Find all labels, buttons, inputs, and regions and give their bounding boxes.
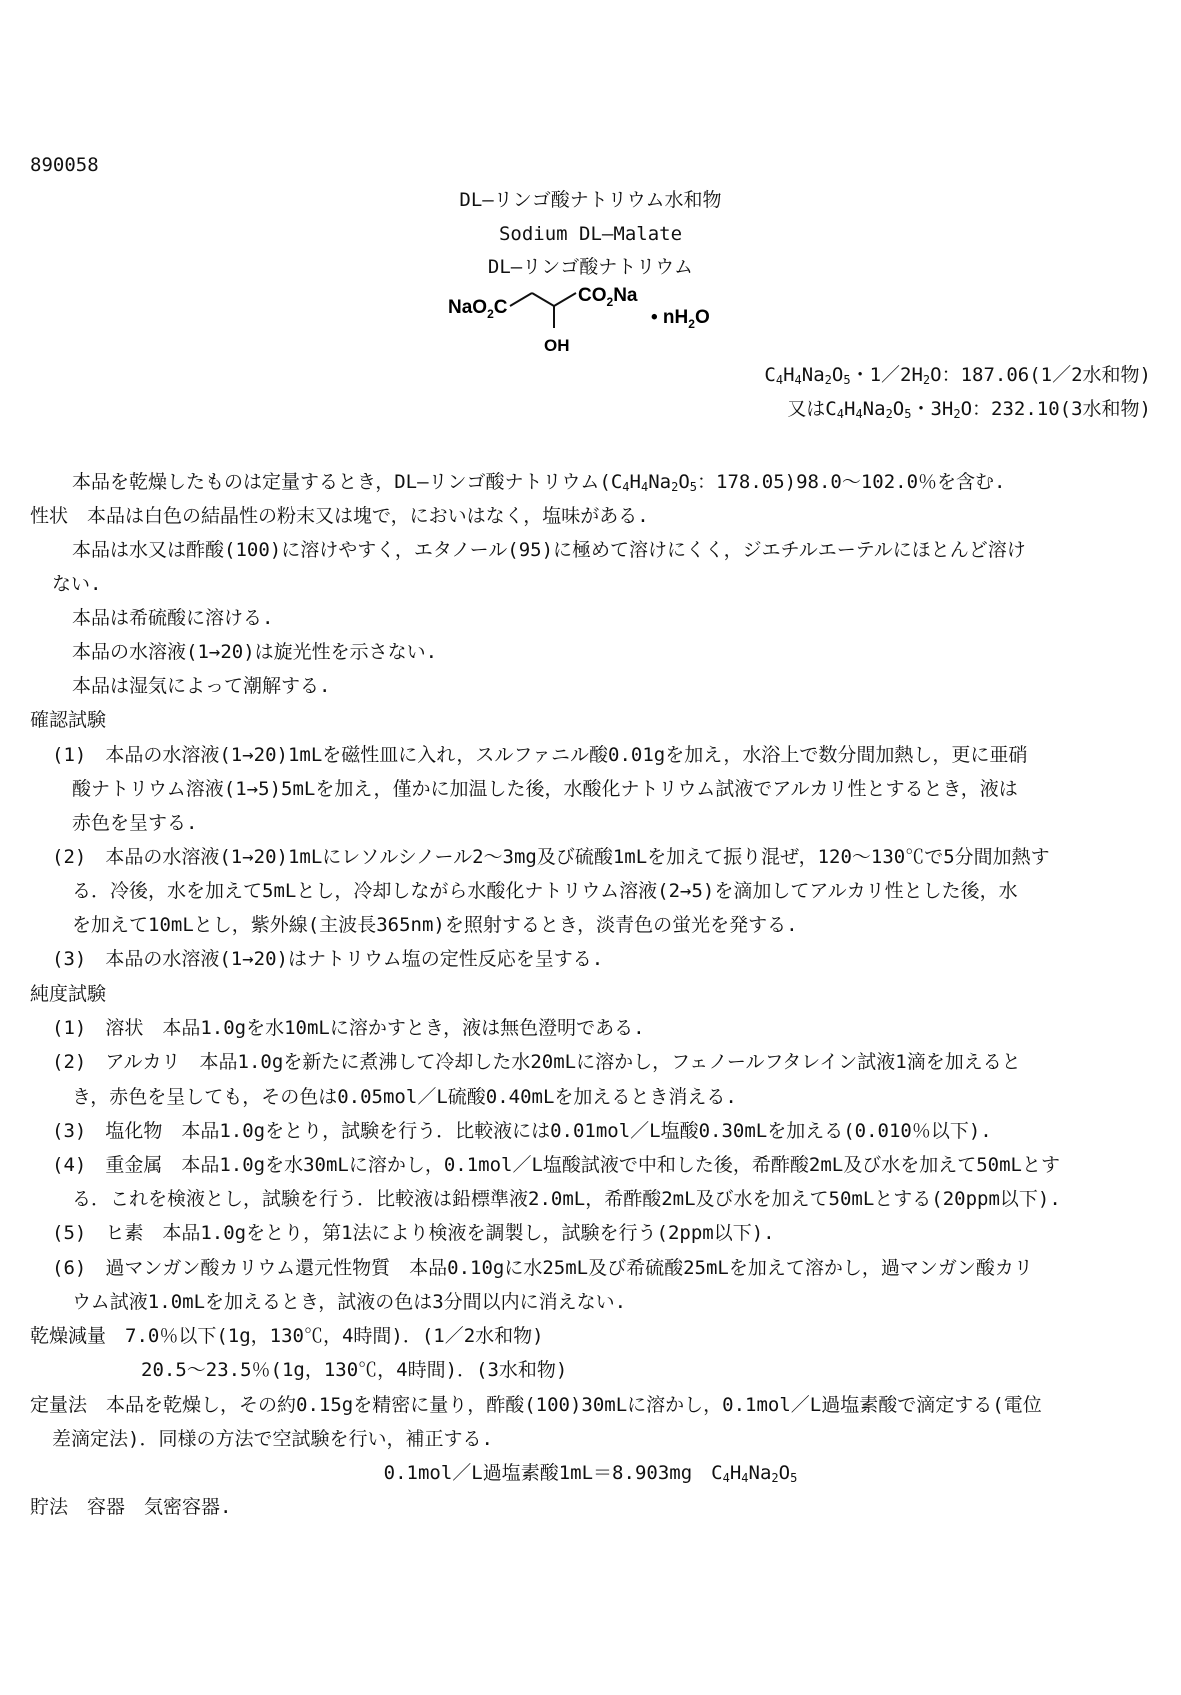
purity-item: る．これを検液とし，試験を行う．比較液は鉛標準液2.0mL，希酢酸2mL及び水を加えて50mLとする(20ppm以下). xyxy=(72,1188,1061,1210)
purity-item: (5) ヒ素 本品1.0gをとり，第1法により検液を調製し，試験を行う(2ppm以下). xyxy=(52,1222,775,1244)
identification-item: 酸ナトリウム溶液(1→5)5mLを加え，僅かに加温した後，水酸化ナトリウム試液でアルカリ性とするとき，液は xyxy=(72,778,1018,800)
section-heading: 貯法 xyxy=(30,1496,69,1518)
identification-item: (1) 本品の水溶液(1→20)1mLを磁性皿に入れ，スルファニル酸0.01gを加え，水浴上で数分間加熱し，更に亜硝 xyxy=(52,744,1028,766)
description-line: 本品は希硫酸に溶ける. xyxy=(72,607,274,629)
doc-id: 890058 xyxy=(30,154,99,176)
section-heading: 純度試験 xyxy=(30,983,107,1005)
formula-hemihydrate: $C_4H_4Na_2O_5$・$1/2H_2O$：187.06(1／2水和物) xyxy=(764,364,1151,387)
identification-item: (2) 本品の水溶液(1→20)1mLにレソルシノール2～3mg及び硫酸1mLを加えて振り混ぜ，120～130℃で5分間加熱す xyxy=(52,846,1050,868)
section-heading: 乾燥減量 xyxy=(30,1325,107,1347)
content-statement: 本品を乾燥したものは定量するとき，DL―リンゴ酸ナトリウム($C_4H_4Na_2O_5$：178.05)98.0～102.0％を含む. xyxy=(72,471,1006,494)
identification-item: 赤色を呈する. xyxy=(72,812,198,834)
description-line: 本品は水又は酢酸(100)に溶けやすく，エタノール(95)に極めて溶けにくく，ジエチルエーテルにほとんど溶け xyxy=(72,539,1026,561)
purity-item: (2) アルカリ 本品1.0gを新たに煮沸して冷却した水20mLに溶かし，フェノールフタレイン試液1滴を加えると xyxy=(52,1051,1021,1073)
purity-item: (1) 溶状 本品1.0gを水10mLに溶かすとき，液は無色澄明である. xyxy=(52,1017,645,1039)
title-alt: DL―リンゴ酸ナトリウム xyxy=(487,256,694,278)
formula-trihydrate: 又は$C_4H_4Na_2O_5$・$3H_2O$：232.10(3水和物) xyxy=(787,398,1151,421)
bond-1 xyxy=(510,293,532,306)
bond-3 xyxy=(554,293,576,306)
section-heading: 定量法 xyxy=(30,1394,88,1416)
structure-left-group: NaO$_2$C xyxy=(448,297,508,321)
title-jp: DL―リンゴ酸ナトリウム水和物 xyxy=(459,189,722,211)
identification-item: を加えて10mLとし，紫外線(主波長365nm)を照射するとき，淡青色の蛍光を発する. xyxy=(72,914,798,936)
bond-2 xyxy=(532,293,554,306)
purity-item: (6) 過マンガン酸カリウム還元性物質 本品0.10gに水25mL及び希硫酸25mLを加えて溶かし，過マンガン酸カリ xyxy=(52,1257,1033,1279)
loss-on-drying: 乾燥減量 7.0％以下(1g，130℃，4時間)．(1／2水和物) xyxy=(30,1325,544,1347)
structure-right-group: $CO_2Na$ xyxy=(578,285,638,309)
description-line: ない. xyxy=(52,573,102,595)
purity-item: ウム試液1.0mLを加えるとき，試液の色は3分間以内に消えない. xyxy=(72,1291,627,1313)
loss-on-drying-line: 20.5～23.5％(1g，130℃，4時間)．(3水和物) xyxy=(141,1359,568,1381)
title-en: Sodium DL―Malate xyxy=(498,223,683,245)
description-line: 本品は湿気によって潮解する. xyxy=(72,675,331,697)
structure-oh: OH xyxy=(544,336,570,355)
purity-item: (4) 重金属 本品1.0gを水30mLに溶かし，0.1mol／L塩酸試液で中和した後，希酢酸2mL及び水を加えて50mLとす xyxy=(52,1154,1060,1176)
assay-equation: 0.1mol／L過塩素酸1mL＝8.903mg $C_4H_4Na_2O_5$ xyxy=(383,1462,798,1485)
purity-item: き，赤色を呈しても，その色は0.05mol／L硫酸0.40mLを加えるとき消える. xyxy=(72,1086,737,1108)
assay-line: 差滴定法)．同様の方法で空試験を行い，補正する. xyxy=(52,1428,493,1450)
assay-section: 定量法 本品を乾燥し，その約0.15gを精密に量り，酢酸(100)30mLに溶かし，0.1mol／L過塩素酸で滴定する(電位 xyxy=(30,1394,1042,1416)
storage-section: 貯法 容器 気密容器. xyxy=(30,1496,232,1518)
identification-item: (3) 本品の水溶液(1→20)はナトリウム塩の定性反応を呈する. xyxy=(52,948,604,970)
section-heading: 性状 xyxy=(30,505,69,527)
description-line: 本品の水溶液(1→20)は旋光性を示さない. xyxy=(72,641,438,663)
structural-formula xyxy=(448,283,730,357)
identification-item: る．冷後，水を加えて5mLとし，冷却しながら水酸化ナトリウム溶液(2→5)を滴加してアルカリ性とした後，水 xyxy=(72,880,1018,902)
section-heading: 確認試験 xyxy=(30,709,107,731)
structure-hydrate: • $nH_2O$ xyxy=(651,307,710,331)
purity-item: (3) 塩化物 本品1.0gをとり，試験を行う．比較液には0.01mol／L塩酸0.30mLを加える(0.010％以下). xyxy=(52,1120,992,1142)
description-section: 性状 本品は白色の結晶性の粉末又は塊で，においはなく，塩味がある. xyxy=(30,505,649,527)
